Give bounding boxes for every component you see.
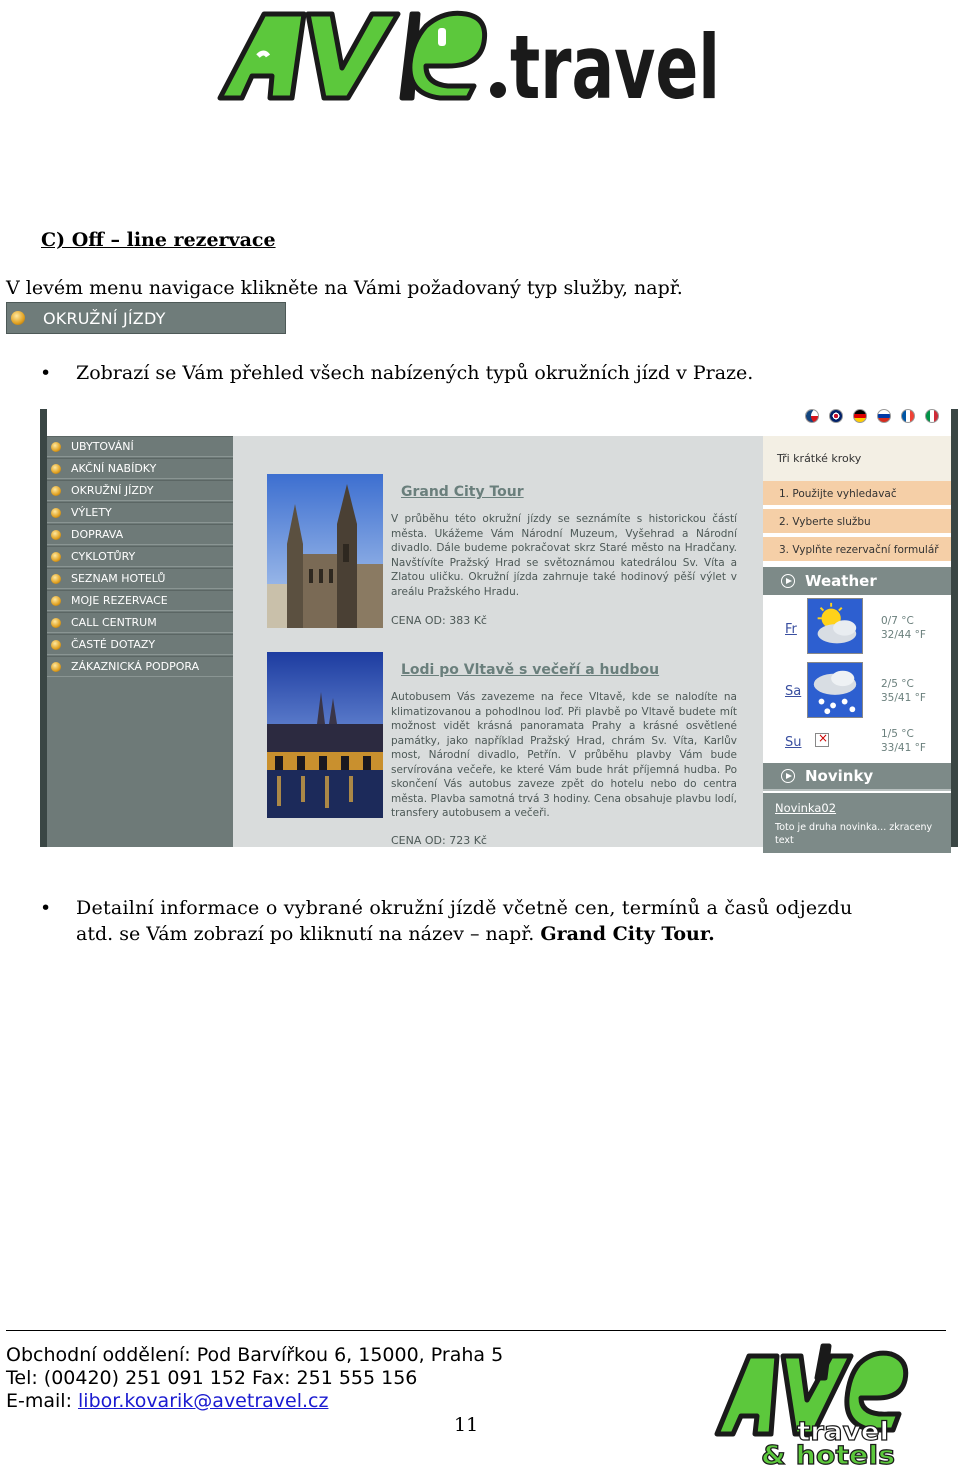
nav-item-moje-rezervace[interactable]: MOJE REZERVACE [47,590,233,611]
prague-night-image [267,652,383,818]
intro-paragraph: V levém menu navigace klikněte na Vámi požadovaný typ služby, např. [6,277,683,299]
nav-item-okruzni-jizdy[interactable]: OKRUŽNÍ JÍZDY [47,480,233,501]
bullet-marker: • [40,362,52,384]
russian-flag-icon[interactable] [877,409,891,423]
bullet-ball-icon [51,530,61,540]
german-flag-icon[interactable] [853,409,867,423]
bullet-text-overview: Zobrazí se Vám přehled všech nabízených typů okružních jízd v Praze. [76,362,754,384]
tour-title-grand-city-tour[interactable]: Grand City Tour [401,484,524,500]
ave-travel-hotels-logo-graphic [713,1342,913,1466]
site-left-navigation [47,436,233,847]
tour-photo-cathedral[interactable] [267,474,383,628]
news-panel-header[interactable] [763,763,951,791]
cathedral-image [267,474,383,628]
bullet-ball-icon [51,596,61,606]
nav-item-vylety[interactable]: VÝLETY [47,502,233,523]
broken-image-icon [815,733,829,747]
grand-city-tour-emphasis: Grand City Tour. [540,923,715,945]
bullet-ball-icon [51,662,61,672]
weather-day-sa[interactable]: Sa [785,684,802,699]
footer-address: Obchodní oddělení: Pod Barvířkou 6, 15000, Praha 5 [6,1344,504,1366]
site-right-column [763,436,951,847]
weather-title: Weather [805,572,877,590]
tour-description: V průběhu této okružní jízdy se seznámíte s historickou částí města. Ukážeme Vám Národní Muzeum, Vyšehrad a Národní divadlo. Dále budeme pokračovat skrz Staré město na Hradčany. Navštívíte Pražský Hrad se světoznámou katedrálou Sv. Víta a Zlatou uličku. Okružní jízda zahrnuje také hodinový pěší výlet v areálu Pražského Hradu. [391,513,737,598]
bullet-ball-icon [51,486,61,496]
website-screenshot [40,409,958,847]
bullet-text-details-line-1: Detailní informace o vybrané okružní jízdě včetně cen, termínů a časů odjezdu [76,897,853,919]
bullet-ball-icon [51,508,61,518]
step-3[interactable]: 3. Vyplňte rezervační formulář [763,537,951,563]
news-item-text: Toto je druha novinka... zkraceny text [775,822,933,846]
section-title: C) Off – line rezervace [41,229,276,251]
tour-title-lodi-po-vltave[interactable]: Lodi po Vltavě s večeří a hudbou [401,662,660,678]
tour-photo-prague-night[interactable] [267,652,383,818]
sun-cloud-icon [807,598,863,654]
play-circle-icon [781,769,795,783]
weather-temp-fr: 0/7 °C 32/44 °F [881,615,926,641]
svg-text:& hotels: & hotels [761,1441,895,1466]
bullet-ball-icon [51,574,61,584]
ave-travel-logo [212,6,724,119]
bullet-marker: • [40,897,52,919]
weather-temp-sa: 2/5 °C 35/41 °F [881,678,926,704]
bullet-ball-icon [51,464,61,474]
bullet-ball-icon [51,640,61,650]
svg-text:travel: travel [510,16,720,119]
menu-item-label: OKRUŽNÍ JÍZDY [43,308,166,328]
nav-item-zakaznicka-podpora[interactable]: ZÁKAZNICKÁ PODPORA [47,656,233,677]
footer-divider [6,1330,946,1331]
bullet-ball-icon [51,618,61,628]
nav-item-call-centrum[interactable]: CALL CENTRUM [47,612,233,633]
weather-temp-su: 1/5 °C 33/41 °F [881,728,926,754]
step-2[interactable]: 2. Vyberte službu [763,509,951,535]
language-flags [805,409,939,423]
ave-travel-hotels-logo [713,1342,913,1466]
weather-day-fr[interactable]: Fr [785,622,797,637]
nav-item-ubytovani[interactable]: UBYTOVÁNÍ [47,436,233,457]
uk-flag-icon[interactable] [829,409,843,423]
tour-description: Autobusem Vás zavezeme na řece Vltavě, kde se nalodíte na klimatizovanou a pohodlnou loď. Při plavbě po Vltavě budete mít možnost vidět krásná panoramata Prahy a krásné osvětlené památky, jako například Pražský Hrad, chrám Sv. Víta, Karlův most, Národní divadlo, Petřín. V průběhu plavby Vám bude servírována večeře, ke které Vám bude hrát příjemná hudba. Po skončení Vás autobus zaveze zpět do hotelu nebo do centra města. Plavba samotná trvá 3 hodiny. Cena obsahuje plavbu lodí, transfery autobusem a večeři. [391,691,737,819]
footer-phone-fax: Tel: (00420) 251 091 152 Fax: 251 555 156 [6,1367,418,1389]
bullet-ball-icon [11,311,25,325]
nav-item-cyklotury[interactable]: CYKLOTŮRY [47,546,233,567]
play-circle-icon [781,574,795,588]
nav-item-caste-dotazy[interactable]: ČASTÉ DOTAZY [47,634,233,655]
news-panel [763,793,951,853]
nav-item-doprava[interactable]: DOPRAVA [47,524,233,545]
menu-item-sample-okruzni-jizdy[interactable] [6,302,286,334]
footer-email: E-mail: libor.kovarik@avetravel.cz [6,1390,329,1412]
site-main-content [233,436,763,847]
weather-panel-header[interactable] [763,567,951,595]
bullet-ball-icon [51,442,61,452]
email-link[interactable]: libor.kovarik@avetravel.cz [78,1390,329,1412]
italian-flag-icon[interactable] [925,409,939,423]
weather-day-su[interactable]: Su [785,735,802,750]
page-number: 11 [454,1414,479,1436]
nav-item-seznam-hotelu[interactable]: SEZNAM HOTELŮ [47,568,233,589]
rain-cloud-icon [807,662,863,718]
bullet-text-details-line-2: atd. se Vám zobrazí po kliknutí na název – např. Grand City Tour. [76,923,715,945]
tour-price: CENA OD: 723 Kč [391,834,487,847]
nav-item-akcni-nabidky[interactable]: AKČNÍ NABÍDKY [47,458,233,479]
ave-travel-logo-graphic [212,6,724,119]
czech-flag-icon[interactable] [805,409,819,423]
news-item-title[interactable]: Novinka02 [775,801,837,815]
svg-text:travel: travel [797,1417,889,1447]
bullet-ball-icon [51,552,61,562]
steps-title: Tři krátké kroky [763,436,951,481]
french-flag-icon[interactable] [901,409,915,423]
tour-price: CENA OD: 383 Kč [391,614,487,627]
site-topbar [47,409,951,436]
step-1[interactable]: 1. Použijte vyhledavač [763,481,951,507]
news-title: Novinky [805,767,874,785]
